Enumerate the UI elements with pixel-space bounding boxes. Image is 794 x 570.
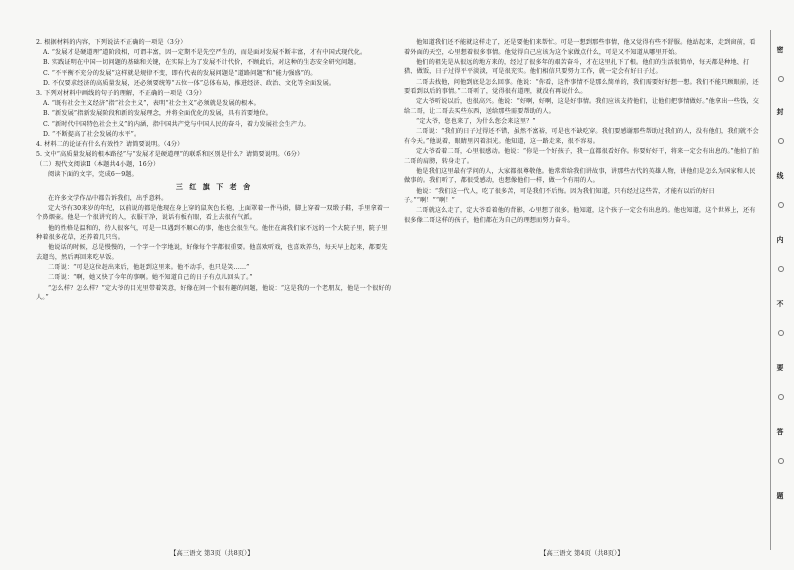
question-2-stem: 2. 根据材料的内容，下列说法不正确的一项是（3分） <box>36 39 187 46</box>
sidebar-label: 密 <box>776 46 784 54</box>
page-footer-right: 【高三语文 第4页（共8页）】 <box>540 549 624 557</box>
seal-hole-icon <box>778 394 784 400</box>
seal-hole-icon <box>778 266 784 272</box>
story-paragraph: 他的性格是温和的，待人很客气，可是一旦遇到不顺心的事，他也会很生气。他住在离我们家不远的一个大院子里，院子里种着很多花草，还养着几只鸟。 <box>36 224 388 242</box>
sidebar-label: 内 <box>776 236 784 244</box>
question-3-option-c: C. “新时代中国特色社会主义”的内涵，指中国共产党与中国人民的奋斗，着力发展社会生产力。 <box>43 120 310 128</box>
story-paragraph: 他说话的时候，总是慢慢的，一个字一个字地说，好像每个字都很重要。他喜欢听戏，也喜欢养鸟，每天早上起来，都要先去遛鸟，然后再回来吃早饭。 <box>36 244 388 261</box>
story-paragraph: 他知道我们还不能就这样走了，还是要他们来帮忙。可是一想到那些事情，他又觉得有些不舒服。他站起来，走到窗前，看着外面的天空，心里想着很多事情。他觉得自己应该为这个家做点什么，可是又不知道从哪里开始。 <box>404 39 756 56</box>
left-column <box>36 38 392 544</box>
story-paragraph: 定大爷听说以后，也很高兴。他说：“好啊，好啊，这是好事情。我们应该支持他们，让他们把事情做好。”他拿出一些钱，交给二哥，让二哥去买些东西，送给那些需要帮助的人。 <box>404 98 759 115</box>
seal-line-sidebar <box>770 30 789 550</box>
page-footer-left: 【高三语文 第3页（共8页）】 <box>170 549 254 557</box>
sidebar-label: 不 <box>776 300 784 308</box>
seal-hole-icon <box>778 458 784 464</box>
sidebar-label: 封 <box>776 108 784 116</box>
section-subtitle: 阅读下面的文字，完成6～9题。 <box>48 171 138 179</box>
story-paragraph: 二哥说：“可是这位赶出来后，他赶到这里来。他不动手，也只是笑……” <box>48 264 250 272</box>
question-2-option-d: D. 不仅要求经济的高质量发展，还必须要统筹“五位一体”总体布局，推进经济、政治、文化等全面发展。 <box>43 79 336 87</box>
question-2-option-c: C. “不平衡不充分的发展”这样就是规律不变，即有代表的发展问题是“道路问题”和“能力强盛”的。 <box>43 69 317 77</box>
question-5: 5. 文中“高质量发展的根本路径”与“发展才是硬道理”的联系和区别是什么？请简要说明。（6分） <box>36 151 304 159</box>
question-3-option-a: A. “既有社会主义经济”指“社会主义”，表明“社会主义”必须就是发展的根本。 <box>43 100 260 108</box>
story-title: 三 红 旗 下 老 舍 <box>175 182 253 192</box>
story-paragraph: “定大爷，您也来了，为什么您会来这里？” <box>416 118 536 126</box>
story-paragraph: 他说：“我们这一代人，吃了很多苦，可是我们不后悔。因为我们知道，只有经过这些苦，才能有以后的好日子。”“啊！”“啊！” <box>404 187 715 205</box>
seal-hole-icon <box>778 202 784 208</box>
story-paragraph: 二哥就这么走了，定大爷看着他的背影，心里想了很多。他知道，这个孩子一定会有出息的。他也知道，这个世界上，还有很多像二哥这样的孩子，他们都在为自己的理想而努力奋斗。 <box>404 207 756 225</box>
question-2-option-b: B. 实践证明在中国一切问题的基础和关键，在实际上为了发展不计代价，不顾此后，对这种的生态安全研究问题。 <box>43 59 360 67</box>
story-paragraph: 二哥去找他，问他到底是怎么回事。他说：“你看，这件事情不是那么简单的，我们需要好好想一想。我们不能只顾眼前，还要看到以后的事情。”二哥听了，觉得很有道理，就没有再说什么。 <box>404 78 759 96</box>
story-paragraph: 二哥说：“啊，她又快了今年的事啊。她不知道自己的日子有点儿回头了。” <box>48 274 253 282</box>
seal-hole-icon <box>778 138 784 144</box>
section-title: （二）现代文阅读Ⅱ（本题共4小题，16分） <box>36 161 160 169</box>
story-paragraph: 他们的祖先是从很远的地方来的，经过了很多年的艰苦奋斗，才在这里扎下了根。他们的生活很简单，每天都是种地、打猎、做饭，日子过得平平淡淡，可是很充实。他们相信只要努力工作，就一定会有好日子过。 <box>404 58 750 76</box>
story-paragraph: 他是我们这里最有学问的人，大家都很尊敬他。他常常给我们讲故事，讲那些古代的英雄人物，讲他们是怎么为国家和人民做事的。我们听了，都很受感动，也想像他们一样，做一个有用的人。 <box>404 167 756 185</box>
sidebar-label: 答 <box>776 428 784 436</box>
seal-hole-icon <box>778 76 784 82</box>
story-paragraph: “怎么样？怎么样？”定大爷的目光里带着笑意，好像在问一个很有趣的问题，他说：“这是我的一个老朋友，他是一个很好的人。” <box>36 284 392 302</box>
story-paragraph: 定大爷看着二哥，心里很感动。他说：“你是一个好孩子，我一直都很看好你。你要好好干，将来一定会有出息的。”他拍了拍二哥的肩膀，转身走了。 <box>404 148 759 165</box>
story-paragraph: 二哥说：“我们的日子过得还不错，虽然不富裕，可是也不缺吃穿。我们要感谢那些帮助过我们的人，没有他们，我们就不会有今天。”他说着，眼睛里闪着泪光。他知道，这一路走来，很不容易。 <box>404 128 759 145</box>
question-3-stem: 3. 下列对材料中画线的句子的理解，不正确的一项是（3分） <box>36 89 206 97</box>
question-3-option-d: D. “不断提高了社会发展的水平”。 <box>43 130 141 138</box>
right-column <box>404 38 760 544</box>
question-3-option-b: B. “新发展”指新发展阶段和新的发展理念，并将全面优化的发展，具有首要地位。 <box>43 110 273 118</box>
question-2-option-a: A. “发展才是硬道理”道阶段相，可谓丰富，因一定期不是先空严生的，而是面对发展不断丰富，才有中国式现代化。 <box>43 49 367 57</box>
sidebar-label: 题 <box>776 492 784 500</box>
story-source: 在许多文学作品中都告诉我们，出乎意料。 <box>48 194 168 202</box>
story-paragraph: 定大爷有30来岁的年纪，以前说的都是他现在身上穿的鼠灰色长袍，上面罩着一件马褂，脚上穿着一双缎子鞋，手里拿着一个鼻烟壶。他是一个很讲究的人，衣服干净，说话有板有眼，看上去很有气派。 <box>36 204 390 222</box>
seal-hole-icon <box>778 330 784 336</box>
question-4: 4. 材料二的论证有什么有效性？请简要说明。（4分） <box>36 140 184 148</box>
sidebar-label: 线 <box>776 172 784 180</box>
sidebar-label: 要 <box>776 364 784 372</box>
